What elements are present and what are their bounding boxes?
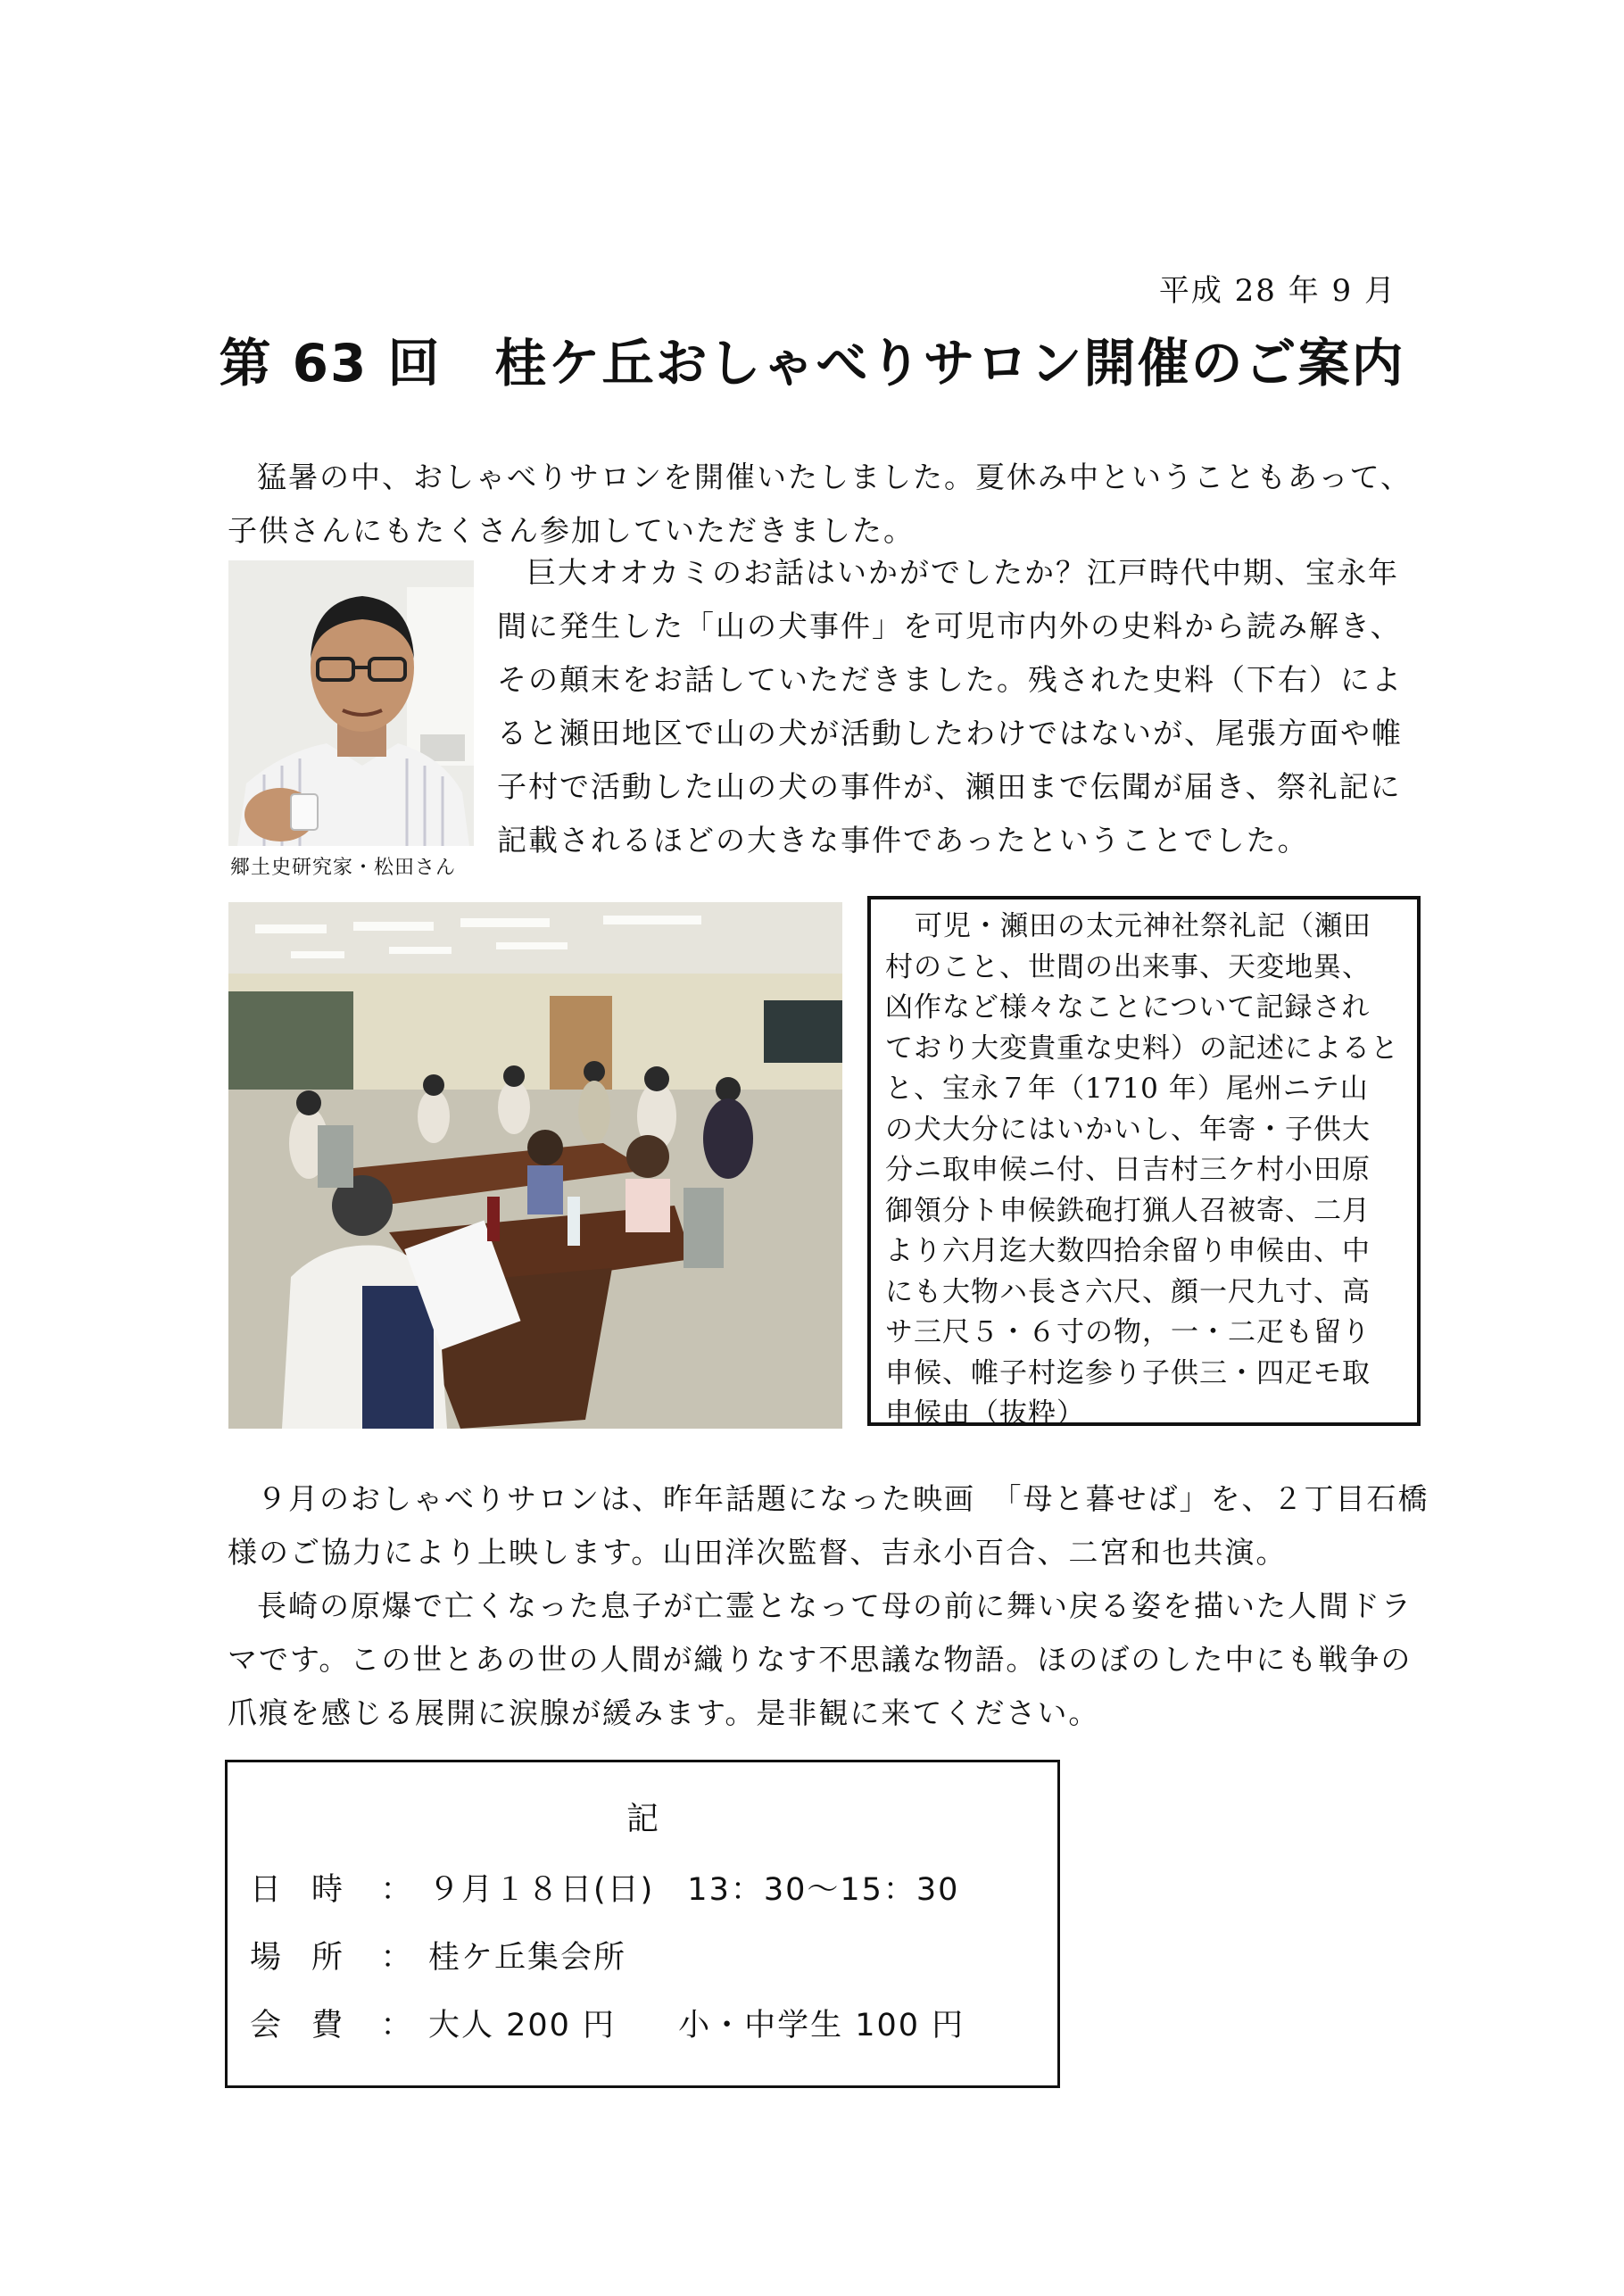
salon-room-photo [228, 902, 842, 1429]
detail-value-children: 小・中学生 100 円 [678, 2008, 965, 2043]
detail-label: 場所 [250, 1940, 374, 1976]
movie-line: マです。この世とあの世の人間が織りなす不思議な物語。ほのぼのした中にも戦争の [228, 1642, 1413, 1677]
record-line: 村のこと、世間の出来事、天変地異、 [885, 950, 1371, 983]
intro-paragraph [228, 451, 1413, 558]
portrait-caption: 郷土史研究家・松田さん [230, 857, 457, 879]
detail-value: ９月１８日(日) 13：30〜15：30 [428, 1872, 960, 1908]
detail-colon: ： [380, 1872, 414, 1908]
page-title: 第 63 回 桂ケ丘おしゃべりサロン開催のご案内 [219, 333, 1405, 394]
story-line: 子村で活動した山の犬の事件が、瀬田まで伝聞が届き、祭礼記に [497, 769, 1402, 804]
record-line: 可児・瀬田の太元神社祭礼記（瀬田 [915, 910, 1371, 942]
detail-row-datetime [250, 1865, 959, 1910]
movie-line: 爪痕を感じる展開に涙腺が緩みます。是非観に来てください。 [228, 1695, 1100, 1730]
intro-line: 猛暑の中、おしゃべりサロンを開催いたしました。夏休み中ということもあって、 [257, 460, 1413, 494]
record-line: にも大物ハ長さ六尺、顔一尺九寸、高 [885, 1275, 1371, 1308]
record-line: 凶作など様々なことについて記録され [885, 991, 1371, 1024]
story-paragraph [497, 546, 1403, 867]
record-line: と、宝永７年（1710 年）尾州ニテ山 [885, 1073, 1369, 1105]
story-line: その顛末をお話していただきました。残された史料（下右）によ [497, 662, 1403, 697]
detail-colon: ： [380, 2008, 414, 2043]
event-details-heading: 記 [626, 1801, 659, 1837]
issue-date: 平成 28 年 9 月 [1158, 273, 1396, 309]
record-line: 分ニ取申候ニ付、日吉村三ケ村小田原 [885, 1154, 1371, 1186]
record-line: 御領分ト申候鉄砲打猟人召被寄、二月 [885, 1194, 1371, 1227]
movie-line: ９月のおしゃべりサロンは、昨年話題になった映画 「母と暮せば」を、２丁目石橋 [257, 1481, 1429, 1516]
story-line: 間に発生した「山の犬事件」を可児市内外の史料から読み解き、 [497, 609, 1402, 643]
story-line: 記載されるほどの大きな事件であったということでした。 [497, 823, 1309, 858]
movie-paragraph [228, 1472, 1429, 1740]
portrait-image [228, 560, 474, 846]
historical-record-text [885, 907, 1412, 1435]
movie-line: 長崎の原爆で亡くなった息子が亡霊となって母の前に舞い戻る姿を描いた人間ドラ [257, 1588, 1413, 1623]
detail-colon: ： [380, 1940, 414, 1976]
detail-row-place [250, 1933, 626, 1977]
record-line: ており大変貴重な史料）の記述によると [885, 1032, 1399, 1065]
detail-value: 大人 200 円 [428, 2008, 617, 2043]
speaker-portrait-photo [228, 560, 474, 846]
story-line: 巨大オオカミのお話はいかがでしたか？江戸時代中期、宝永年 [526, 555, 1400, 590]
detail-label: 会費 [250, 2008, 374, 2043]
movie-line: 様のご協力により上映します。山田洋次監督、吉永小百合、二宮和也共演。 [228, 1535, 1288, 1570]
record-line: 申候由（抜粋） [885, 1397, 1085, 1430]
detail-row-fee [250, 2001, 965, 2045]
detail-value: 桂ケ丘集会所 [428, 1940, 627, 1976]
story-line: ると瀬田地区で山の犬が活動したわけではないが、尾張方面や帷 [497, 716, 1403, 750]
record-line: より六月迄大数四拾余留り申候由、中 [885, 1235, 1371, 1267]
detail-label: 日時 [250, 1872, 374, 1908]
record-line: サ三尺５・６寸の物，一・二疋も留り [885, 1316, 1371, 1348]
room-image [228, 902, 842, 1429]
record-line: の犬大分にはいかいし、年寄・子供大 [885, 1113, 1371, 1146]
record-line: 申候、帷子村迄参り子供三・四疋モ取 [885, 1356, 1371, 1389]
intro-line: 子供さんにもたくさん参加していただきました。 [228, 513, 915, 548]
